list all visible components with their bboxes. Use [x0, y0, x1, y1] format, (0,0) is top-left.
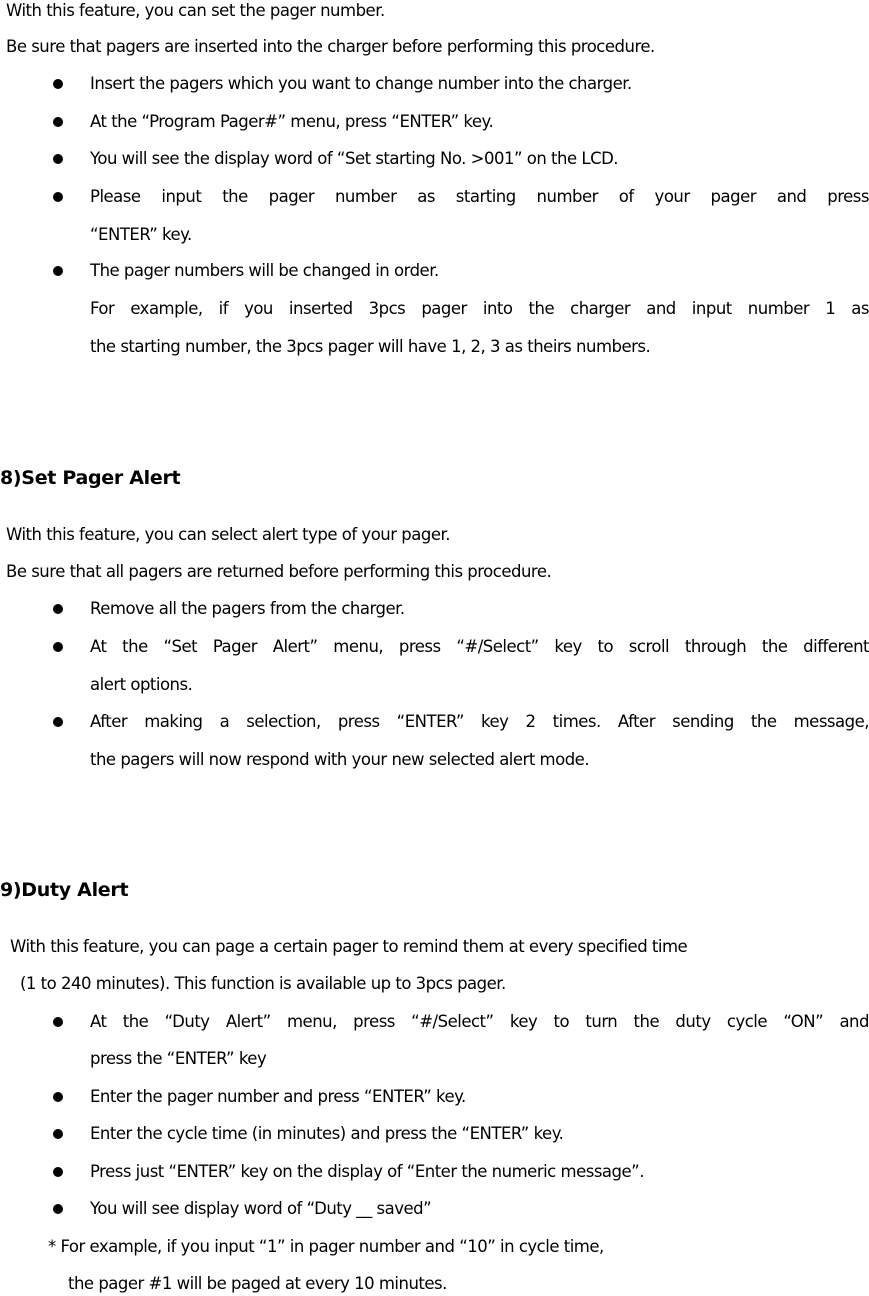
- bullet-icon: [53, 1129, 63, 1139]
- bullet-icon: [53, 117, 63, 127]
- list-item-continuation: “ENTER” key.: [90, 225, 192, 244]
- list-item: At the “Duty Alert” menu, press “#/Select” key to turn the duty cycle “ON” and: [90, 1012, 869, 1031]
- bullet-icon: [53, 79, 63, 89]
- bullet-icon: [53, 266, 63, 276]
- bullet-icon: [53, 1017, 63, 1027]
- intro-text: Be sure that all pagers are returned before performing this procedure.: [6, 562, 552, 581]
- example-note: the pager #1 will be paged at every 10 minutes.: [68, 1274, 447, 1293]
- intro-text: (1 to 240 minutes). This function is available up to 3pcs pager.: [20, 974, 506, 993]
- intro-text: With this feature, you can select alert type of your pager.: [6, 525, 451, 544]
- list-item: After making a selection, press “ENTER” key 2 times. After sending the message,: [90, 712, 869, 731]
- intro-text: With this feature, you can set the pager number.: [6, 1, 385, 20]
- list-item-continuation: alert options.: [90, 675, 193, 694]
- bullet-icon: [53, 192, 63, 202]
- list-item: Enter the pager number and press “ENTER” key.: [90, 1087, 466, 1106]
- intro-text: Be sure that pagers are inserted into the charger before performing this procedure.: [6, 37, 655, 56]
- section-heading-duty-alert: 9)Duty Alert: [0, 879, 129, 901]
- intro-text: With this feature, you can page a certain pager to remind them at every specified time: [10, 937, 688, 956]
- list-item: Please input the pager number as starting number of your pager and press: [90, 187, 869, 206]
- list-item: Remove all the pagers from the charger.: [90, 599, 405, 618]
- bullet-icon: [53, 154, 63, 164]
- list-item: Enter the cycle time (in minutes) and press the “ENTER” key.: [90, 1124, 564, 1143]
- list-item: You will see display word of “Duty __ saved”: [90, 1199, 432, 1218]
- example-note: * For example, if you input “1” in pager number and “10” in cycle time,: [48, 1237, 604, 1256]
- bullet-icon: [53, 604, 63, 614]
- list-item: Insert the pagers which you want to change number into the charger.: [90, 74, 632, 93]
- list-item: At the “Set Pager Alert” menu, press “#/Select” key to scroll through the different: [90, 637, 869, 656]
- list-item-continuation: press the “ENTER” key: [90, 1049, 267, 1068]
- list-item: At the “Program Pager#” menu, press “ENTER” key.: [90, 112, 494, 131]
- list-item-continuation: the pagers will now respond with your new selected alert mode.: [90, 750, 590, 769]
- bullet-icon: [53, 642, 63, 652]
- list-item: The pager numbers will be changed in order.: [90, 261, 439, 280]
- list-item-continuation: For example, if you inserted 3pcs pager into the charger and input number 1 as: [90, 299, 869, 318]
- list-item: You will see the display word of “Set starting No. >001” on the LCD.: [90, 149, 619, 168]
- bullet-icon: [53, 717, 63, 727]
- section-heading-set-pager-alert: 8)Set Pager Alert: [0, 467, 181, 489]
- bullet-icon: [53, 1167, 63, 1177]
- bullet-icon: [53, 1204, 63, 1214]
- list-item-continuation: the starting number, the 3pcs pager will have 1, 2, 3 as theirs numbers.: [90, 337, 651, 356]
- bullet-icon: [53, 1092, 63, 1102]
- list-item: Press just “ENTER” key on the display of “Enter the numeric message”.: [90, 1162, 644, 1181]
